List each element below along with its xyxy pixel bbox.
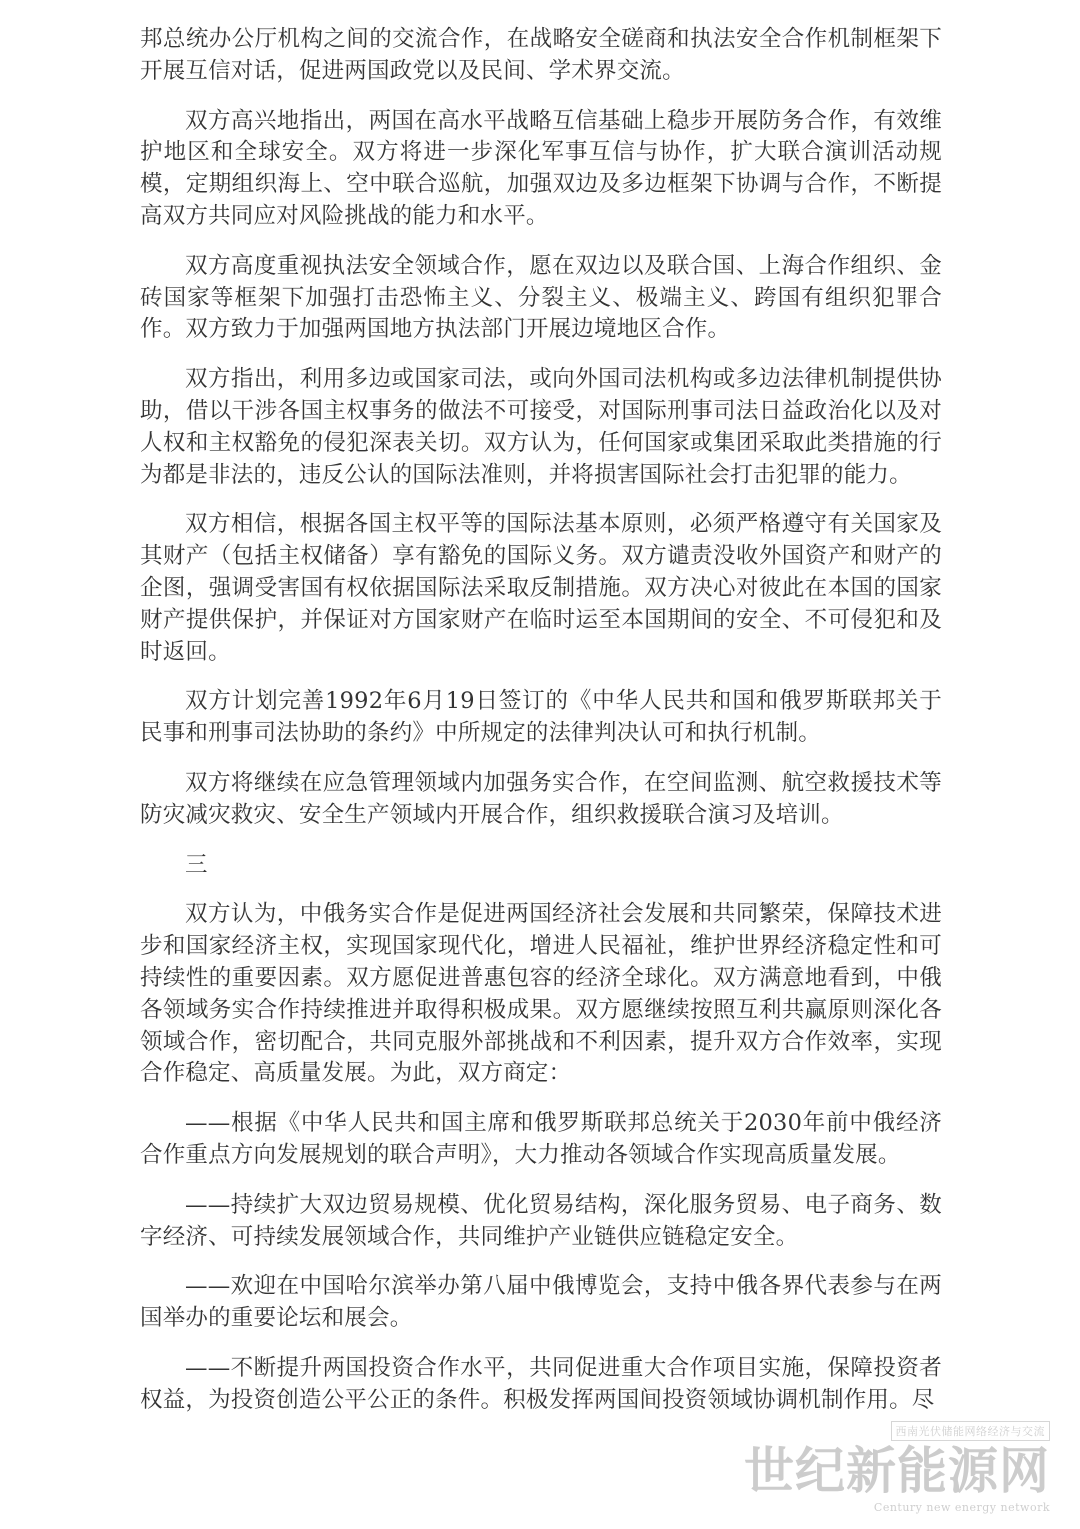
watermark-tagline: 西南光伏储能网络经济与交流 bbox=[891, 1421, 1051, 1441]
section-heading-three: 三 bbox=[185, 851, 208, 878]
paragraph-emergency-management: 双方将继续在应急管理领域内加强务实合作，在空间监测、航空救援技术等防灾减灾救灾、安全生产领域内开展合作，组织救援联合演习及培训。 bbox=[140, 769, 942, 828]
list-item-investment: ——不断提升两国投资合作水平，共同促进重大合作项目实施，保障投资者权益，为投资创造公平公正的条件。积极发挥两国间投资领域协调机制作用。尽 bbox=[140, 1354, 942, 1413]
paragraph-continuation: 邦总统办公厅机构之间的交流合作，在战略安全磋商和执法安全合作机制框架下开展互信对话，促进两国政党以及民间、学术界交流。 bbox=[140, 26, 942, 84]
paragraph-practical-cooperation: 双方认为，中俄务实合作是促进两国经济社会发展和共同繁荣，保障技术进步和国家经济主权，实现国家现代化，增进人民福祉，维护世界经济稳定性和可持续性的重要因素。双方愿促进普惠包容的经济全球化。双方满意地看到，中俄各领域务实合作持续推进并取得积极成果。双方愿继续按照互利共赢原则深化各领域合作，密切配合，共同克服外部挑战和不利因素，提升双方合作效率，实现合作稳定、高质量发展。为此，双方商定： bbox=[140, 901, 942, 1087]
paragraph-judicial-interference: 双方指出，利用多边或国家司法，或向外国司法机构或多边法律机制提供协助，借以干涉各国主权事务的做法不可接受，对国际刑事司法日益政治化以及对人权和主权豁免的侵犯深表关切。双方认为，任何国家或集团采取此类措施的行为都是非法的，违反公认的国际法准则，并将损害国际社会打击犯罪的能力。 bbox=[140, 366, 942, 488]
watermark-english-name: Century new energy network bbox=[873, 1501, 1050, 1514]
watermark-site-name: 世纪新能源网 bbox=[744, 1441, 1050, 1500]
list-item-bilateral-trade: ——持续扩大双边贸易规模、优化贸易结构，深化服务贸易、电子商务、数字经济、可持续发展领域合作，共同维护产业链供应链稳定安全。 bbox=[140, 1191, 942, 1250]
list-item-economic-plan: ——根据《中华人民共和国主席和俄罗斯联邦总统关于2030年前中俄经济合作重点方向发展规划的联合声明》，大力推动各领域合作实现高质量发展。 bbox=[140, 1110, 942, 1168]
list-item-expo: ——欢迎在中国哈尔滨举办第八届中俄博览会，支持中俄各界代表参与在两国举办的重要论坛和展会。 bbox=[140, 1273, 942, 1332]
paragraph-judicial-treaty: 双方计划完善1992年6月19日签订的《中华人民共和国和俄罗斯联邦关于民事和刑事司法协助的条约》中所规定的法律判决认可和执行机制。 bbox=[140, 688, 942, 747]
watermark-logo bbox=[744, 1421, 1050, 1521]
document-page bbox=[140, 24, 942, 1434]
paragraph-defense-cooperation: 双方高兴地指出，两国在高水平战略互信基础上稳步开展防务合作，有效维护地区和全球安全。双方将进一步深化军事互信与协作，扩大联合演训活动规模，定期组织海上、空中联合巡航，加强双边及多边框架下协调与合作，不断提高双方共同应对风险挑战的能力和水平。 bbox=[140, 107, 942, 229]
paragraph-law-enforcement: 双方高度重视执法安全领域合作，愿在双边以及联合国、上海合作组织、金砖国家等框架下加强打击恐怖主义、分裂主义、极端主义、跨国有组织犯罪合作。双方致力于加强两国地方执法部门开展边境地区合作。 bbox=[140, 252, 942, 343]
paragraph-sovereign-immunity: 双方相信，根据各国主权平等的国际法基本原则，必须严格遵守有关国家及其财产（包括主权储备）享有豁免的国际义务。双方谴责没收外国资产和财产的企图，强调受害国有权依据国际法采取反制措施。双方决心对彼此在本国的国家财产提供保护，并保证对方国家财产在临时运至本国期间的安全、不可侵犯和及时返回。 bbox=[140, 511, 942, 665]
